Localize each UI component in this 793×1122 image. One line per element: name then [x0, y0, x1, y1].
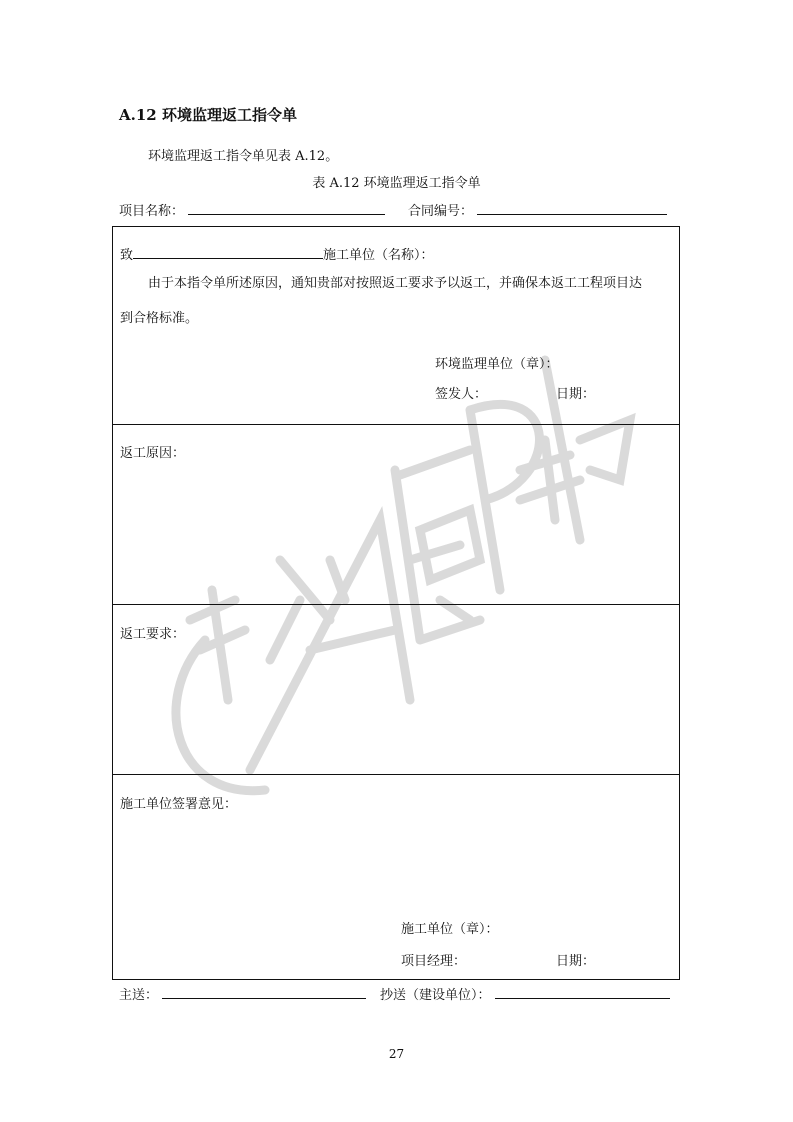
- section-divider-2: [113, 604, 679, 605]
- project-name-blank[interactable]: [188, 203, 385, 215]
- send-to-field: [119, 984, 366, 1003]
- addressee-blank[interactable]: [133, 247, 323, 259]
- project-name-label: 项目名称：: [119, 204, 185, 219]
- cc-label: 抄送（建设单位）：: [380, 988, 491, 1003]
- contractor-date-label: 日期：: [556, 954, 596, 969]
- instruction-body-line1: 由于本指令单所述原因，通知贵部对按照返工要求予以返工，并确保本返工工程项目达: [148, 276, 643, 291]
- construction-unit-label: 施工单位（名称）：: [323, 248, 434, 263]
- cc-blank[interactable]: [495, 987, 670, 999]
- page-number: 27: [388, 1047, 405, 1061]
- issuer-label: 签发人：: [435, 387, 488, 402]
- project-manager-label: 项目经理：: [401, 954, 467, 969]
- table-caption: 表 A.12 环境监理返工指令单: [312, 176, 481, 191]
- send-to-label: 主送：: [119, 988, 159, 1003]
- cc-field: [380, 984, 670, 1003]
- instruction-form: [112, 226, 680, 980]
- addressee-line: [120, 244, 434, 263]
- section-heading: A.12 环境监理返工指令单: [119, 106, 297, 124]
- instruction-body-line2: 到合格标准。: [120, 311, 199, 326]
- contract-no-field: [408, 200, 667, 219]
- contract-no-label: 合同编号：: [408, 204, 474, 219]
- project-name-field: [119, 200, 385, 219]
- section-divider-3: [113, 774, 679, 775]
- supervision-unit-seal-label: 环境监理单位（章）：: [435, 357, 559, 372]
- rework-requirement-label: 返工要求：: [120, 627, 186, 642]
- contractor-opinion-label: 施工单位签署意见：: [120, 797, 238, 812]
- contract-no-blank[interactable]: [477, 203, 667, 215]
- section-divider-1: [113, 424, 679, 425]
- to-label: 致: [120, 248, 134, 263]
- rework-reason-label: 返工原因：: [120, 446, 186, 461]
- send-to-blank[interactable]: [162, 987, 366, 999]
- intro-text: 环境监理返工指令单见表 A.12。: [148, 149, 339, 164]
- contractor-seal-label: 施工单位（章）：: [401, 922, 499, 937]
- issue-date-label: 日期：: [556, 387, 596, 402]
